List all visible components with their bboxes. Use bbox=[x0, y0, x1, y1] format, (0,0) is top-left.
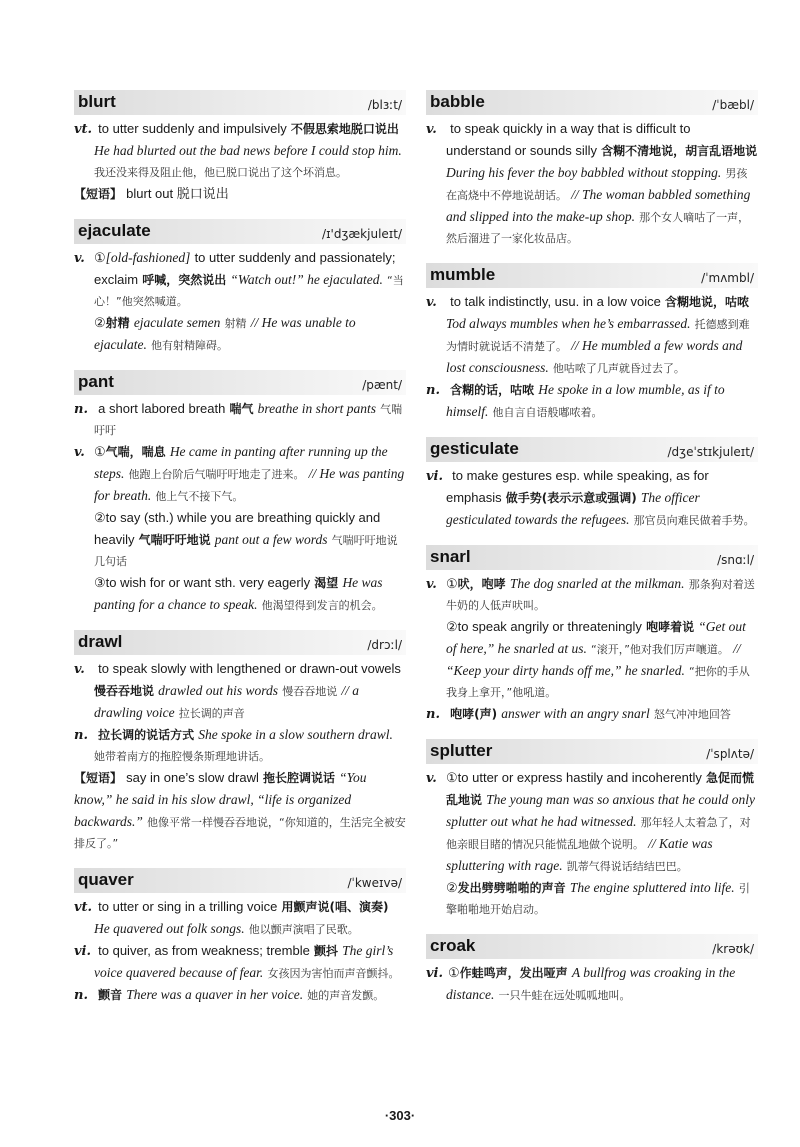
pronunciation: /ɪ'dʒækjuleɪt/ bbox=[322, 227, 402, 241]
part-of-speech: vt. bbox=[74, 900, 93, 915]
sense bbox=[426, 118, 758, 249]
entry-snarl bbox=[426, 545, 758, 725]
entry-header bbox=[426, 739, 758, 764]
definition-zh: 气喘，喘息 bbox=[105, 445, 166, 459]
example-translation: 那条狗对着送牛奶的人低声吠叫。 bbox=[446, 578, 755, 612]
sense bbox=[74, 312, 406, 356]
pronunciation: /ˈkweɪvə/ bbox=[347, 876, 402, 890]
definition-zh: 喘气 bbox=[229, 402, 254, 416]
example: She spoke in a slow southern drawl. bbox=[198, 727, 393, 742]
sense-number: ① bbox=[446, 771, 458, 786]
example-translation: 慢吞吞地说 bbox=[282, 685, 338, 698]
example-translation: 气喘吁吁 bbox=[94, 403, 403, 437]
entry-header bbox=[74, 370, 406, 395]
example-translation: 男孩在高烧中不停地说胡话。 bbox=[446, 167, 748, 202]
sense bbox=[426, 703, 758, 725]
example: The officer gesticulated towards the refugees. bbox=[446, 490, 700, 527]
part-of-speech: vi. bbox=[74, 944, 92, 959]
example-translation: 气喘吁吁地说几句话 bbox=[94, 534, 398, 568]
definition: to utter suddenly and passionately; exclaim bbox=[94, 250, 396, 287]
example-translation: “把你的手从我身上拿开，”他吼道。 bbox=[446, 665, 750, 699]
sense bbox=[74, 940, 406, 984]
example: The girl’s voice quavered because of fear. bbox=[94, 943, 394, 980]
headword: gesticulate bbox=[430, 439, 519, 458]
entry-blurt bbox=[74, 90, 406, 205]
definition-zh: 咆哮着说 bbox=[646, 620, 695, 634]
definition: to speak slowly with lengthened or drawn-out vowels bbox=[98, 661, 401, 676]
example: “You know,” he said in his slow drawl, “life is organized backwards.” bbox=[74, 770, 367, 829]
phrase-text: say in one’s slow drawl bbox=[126, 770, 259, 785]
entry-splutter bbox=[426, 739, 758, 920]
sense bbox=[74, 507, 406, 572]
definition-zh: 颤音 bbox=[98, 988, 123, 1002]
example: During his fever the boy babbled without stopping. bbox=[446, 165, 722, 180]
pronunciation: /ˈbæbl/ bbox=[712, 98, 754, 112]
part-of-speech: v. bbox=[426, 577, 437, 592]
phrase-tag: 【短语】 bbox=[74, 187, 123, 201]
example-translation: 她带着南方的拖腔慢条斯理地讲话。 bbox=[94, 750, 270, 763]
headword: snarl bbox=[430, 547, 471, 566]
headword: quaver bbox=[78, 870, 134, 889]
example: “Get out of here,” he snarled at us. bbox=[446, 619, 746, 656]
definition-zh: 气喘吁吁地说 bbox=[138, 533, 211, 547]
example-translation: 女孩因为害怕而声音颤抖。 bbox=[267, 967, 400, 980]
entry-header bbox=[426, 90, 758, 115]
example: // Katie was spluttering with rage. bbox=[446, 836, 713, 873]
sense bbox=[426, 616, 758, 703]
example-translation: 托德感到难为情时就说话不清楚了。 bbox=[446, 318, 750, 353]
definition: a short labored breath bbox=[98, 401, 226, 416]
example: He came in panting after running up the steps. bbox=[94, 444, 388, 481]
definition-zh: 发出劈劈啪啪的声音 bbox=[457, 881, 566, 895]
definition: to utter suddenly and impulsively bbox=[98, 121, 287, 136]
example: He spoke in a low mumble, as if to himself. bbox=[446, 382, 725, 419]
part-of-speech: v. bbox=[426, 771, 437, 786]
example: pant out a few words bbox=[214, 532, 328, 547]
example: Tod always mumbles when he’s embarrassed. bbox=[446, 316, 691, 331]
example-translation: 她的声音发颤。 bbox=[307, 989, 385, 1002]
part-of-speech: v. bbox=[426, 122, 437, 137]
part-of-speech: v. bbox=[74, 251, 85, 266]
example: // He was panting for breath. bbox=[94, 466, 405, 503]
headword: pant bbox=[78, 372, 114, 391]
sense-number: ② bbox=[94, 511, 106, 526]
definition-zh: 拖长腔调说话 bbox=[263, 771, 336, 785]
example: He quavered out folk songs. bbox=[94, 921, 245, 936]
pronunciation: /ˈsplʌtə/ bbox=[706, 747, 754, 761]
definition-zh: 慢吞吞地说 bbox=[94, 684, 155, 698]
part-of-speech: v. bbox=[426, 295, 437, 310]
definition-zh: 咆哮(声) bbox=[450, 707, 498, 721]
pronunciation: /snɑːl/ bbox=[717, 553, 754, 567]
right-column bbox=[426, 90, 758, 1020]
sense bbox=[74, 247, 406, 312]
definition-zh: 拉长调的说话方式 bbox=[98, 728, 195, 742]
definition-zh: 呼喊，突然说出 bbox=[142, 273, 227, 287]
example-translation: 一只牛蛙在远处呱呱地叫。 bbox=[498, 989, 631, 1002]
example: He had blurted out the bad news before I could stop him. bbox=[94, 143, 402, 158]
definition: to utter or sing in a trilling voice bbox=[98, 899, 278, 914]
definition: to say (sth.) while you are breathing quickly and heavily bbox=[94, 510, 381, 547]
sense bbox=[426, 379, 758, 423]
sense-number: ② bbox=[446, 881, 458, 896]
example-translation: 他像平常一样慢吞吞地说，“你知道的，生活完全被安排反了。” bbox=[74, 816, 406, 850]
definition-zh: 含糊的话，咕哝 bbox=[450, 383, 535, 397]
sense bbox=[74, 572, 406, 616]
entry-pant bbox=[74, 370, 406, 616]
entry-babble bbox=[426, 90, 758, 249]
part-of-speech: vt. bbox=[74, 122, 93, 137]
sense bbox=[74, 118, 406, 183]
sense bbox=[426, 291, 758, 379]
example-translation: 那官员向难民做着手势。 bbox=[633, 514, 755, 527]
definition: to speak angrily or threateningly bbox=[457, 619, 642, 634]
pronunciation: /blɜːt/ bbox=[367, 98, 402, 112]
pronunciation: /drɔːl/ bbox=[367, 638, 402, 652]
example-translation: 他渴望得到发言的机会。 bbox=[261, 599, 383, 612]
example: “Watch out!” he ejaculated. bbox=[230, 272, 383, 287]
left-column bbox=[74, 90, 406, 1020]
example: The young man was so anxious that he could only splutter out what he had witnessed. bbox=[446, 792, 756, 829]
usage-label: [old-fashioned] bbox=[105, 250, 191, 265]
definition: to utter or express hastily and incoherently bbox=[457, 770, 702, 785]
example-translation: 他有射精障碍。 bbox=[151, 339, 228, 352]
example: There was a quaver in her voice. bbox=[126, 987, 304, 1002]
definition: to wish for or want sth. very eagerly bbox=[105, 575, 311, 590]
sense-number: ① bbox=[446, 577, 458, 592]
entry-header bbox=[426, 263, 758, 288]
headword: ejaculate bbox=[78, 221, 151, 240]
headword: drawl bbox=[78, 632, 123, 651]
sense bbox=[426, 877, 758, 920]
headword: splutter bbox=[430, 741, 493, 760]
part-of-speech: n. bbox=[426, 707, 440, 722]
part-of-speech: n. bbox=[426, 383, 440, 398]
definition-zh: 吠，咆哮 bbox=[457, 577, 506, 591]
entry-header bbox=[426, 437, 758, 462]
example-translation: 他以颤声演唱了民歌。 bbox=[248, 923, 359, 936]
sense bbox=[426, 573, 758, 616]
example: A bullfrog was croaking in the distance. bbox=[446, 965, 736, 1002]
sense bbox=[74, 984, 406, 1006]
sense bbox=[74, 398, 406, 441]
entry-header bbox=[74, 630, 406, 655]
sense-number: ① bbox=[94, 251, 106, 266]
sense bbox=[74, 896, 406, 940]
definition: to talk indistinctly, usu. in a low voice bbox=[450, 294, 661, 309]
definition-zh: 颤抖 bbox=[313, 944, 338, 958]
example-translation: 他上气不接下气。 bbox=[155, 490, 244, 503]
part-of-speech: n. bbox=[74, 988, 88, 1003]
example: // “Keep your dirty hands off me,” he snarled. bbox=[446, 641, 741, 678]
example-translation: “滚开，”他对我们厉声嚷道。 bbox=[591, 643, 729, 656]
example-translation: 我还没来得及阻止他，他已脱口说出了这个坏消息。 bbox=[94, 166, 347, 179]
definition-zh: 不假思索地脱口说出 bbox=[290, 122, 399, 136]
example-translation: “当心！”他突然喊道。 bbox=[94, 274, 404, 308]
example-translation: 怒气冲冲地回答 bbox=[653, 708, 731, 721]
example: The dog snarled at the milkman. bbox=[509, 576, 685, 591]
example-translation: 他咕哝了几声就昏过去了。 bbox=[552, 362, 685, 375]
entry-ejaculate bbox=[74, 219, 406, 356]
definition: to speak quickly in a way that is difficult to understand or sounds silly bbox=[446, 121, 691, 158]
example-translation: 凯蒂气得说话结结巴巴。 bbox=[566, 860, 688, 873]
sense bbox=[74, 441, 406, 507]
pronunciation: /pænt/ bbox=[362, 378, 402, 392]
sense-number: ② bbox=[446, 620, 458, 635]
example-translation: 他自言自语般嘟哝着。 bbox=[492, 406, 603, 419]
example-translation: 他跑上台阶后气喘吁吁地走了进来。 bbox=[128, 468, 305, 481]
example: drawled out his words bbox=[158, 683, 279, 698]
entry-mumble bbox=[426, 263, 758, 423]
definition-zh: 作蛙鸣声，发出哑声 bbox=[459, 966, 568, 980]
page-number: ·303· bbox=[384, 1108, 416, 1123]
example: ejaculate semen bbox=[133, 315, 221, 330]
sense bbox=[426, 465, 758, 531]
example-translation: 那个女人嘀咕了一声，然后溜进了一家化妆品店。 bbox=[446, 211, 750, 245]
sense-number: ① bbox=[448, 966, 460, 981]
example: // He mumbled a few words and lost consciousness. bbox=[446, 338, 743, 375]
part-of-speech: vi. bbox=[426, 469, 444, 484]
example: answer with an angry snarl bbox=[501, 706, 650, 721]
entry-header bbox=[426, 934, 758, 959]
example: He was panting for a chance to speak. bbox=[94, 575, 383, 612]
part-of-speech: vi. bbox=[426, 966, 444, 981]
sense-number: ① bbox=[94, 445, 106, 460]
part-of-speech: v. bbox=[74, 662, 85, 677]
example: // He was unable to ejaculate. bbox=[94, 315, 356, 352]
entry-header bbox=[74, 868, 406, 893]
entry-drawl bbox=[74, 630, 406, 854]
sense bbox=[426, 767, 758, 877]
example-translation: 射精 bbox=[224, 317, 247, 330]
sense-number: ② bbox=[94, 316, 106, 331]
part-of-speech: n. bbox=[74, 402, 88, 417]
example-translation: 拉长调的声音 bbox=[178, 707, 245, 720]
definition-zh: 射精 bbox=[105, 316, 130, 330]
sense-number: ③ bbox=[94, 576, 106, 591]
pronunciation: /dʒeˈstɪkjuleɪt/ bbox=[667, 445, 754, 459]
entry-header bbox=[74, 219, 406, 244]
phrase-tag: 【短语】 bbox=[74, 771, 123, 785]
example-translation: 那年轻人太着急了，对他亲眼目睹的情况只能慌乱地做个说明。 bbox=[446, 816, 751, 851]
definition-zh: 急促而慌乱地说 bbox=[446, 771, 755, 807]
entry-header bbox=[74, 90, 406, 115]
entry-gesticulate bbox=[426, 437, 758, 531]
definition: to make gestures esp. while speaking, as for emphasis bbox=[446, 468, 709, 505]
phrase-text: blurt out 脱口说出 bbox=[126, 186, 229, 201]
example: // a drawling voice bbox=[94, 683, 359, 720]
example: breathe in short pants bbox=[257, 401, 377, 416]
definition-zh: 含糊不清地说，胡言乱语地说 bbox=[601, 144, 758, 158]
entry-quaver bbox=[74, 868, 406, 1006]
phrase bbox=[74, 183, 406, 205]
headword: croak bbox=[430, 936, 476, 955]
example: The engine spluttered into life. bbox=[569, 880, 735, 895]
pronunciation: /ˈmʌmbl/ bbox=[701, 271, 754, 285]
definition: to quiver, as from weakness; tremble bbox=[98, 943, 310, 958]
pronunciation: /krəʊk/ bbox=[712, 942, 754, 956]
definition-zh: 含糊地说，咕哝 bbox=[665, 295, 750, 309]
sense bbox=[426, 962, 758, 1006]
part-of-speech: v. bbox=[74, 445, 85, 460]
entry-croak bbox=[426, 934, 758, 1006]
definition-zh: 做手势(表示示意或强调) bbox=[505, 491, 637, 505]
definition-zh: 用颤声说(唱、演奏) bbox=[281, 900, 389, 914]
example-translation: 引擎啪啪地开始启动。 bbox=[446, 882, 750, 916]
definition-zh: 渴望 bbox=[314, 576, 339, 590]
part-of-speech: n. bbox=[74, 728, 88, 743]
phrase bbox=[74, 767, 406, 854]
sense bbox=[74, 658, 406, 724]
example: // The woman babbled something and slipped into the make-up shop. bbox=[446, 187, 751, 224]
headword: blurt bbox=[78, 92, 116, 111]
headword: babble bbox=[430, 92, 485, 111]
headword: mumble bbox=[430, 265, 496, 284]
entry-header bbox=[426, 545, 758, 570]
sense bbox=[74, 724, 406, 767]
